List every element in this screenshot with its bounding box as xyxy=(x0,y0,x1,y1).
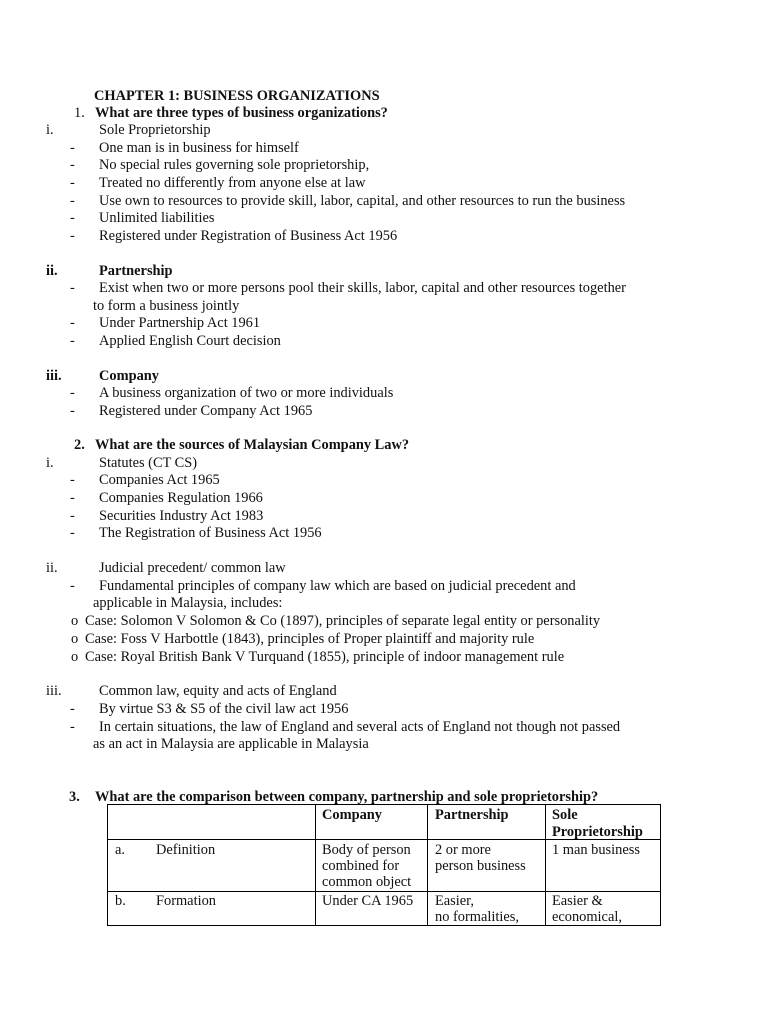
bullet-marker: o xyxy=(71,649,79,665)
list-item: Securities Industry Act 1983 xyxy=(99,508,264,524)
table-divider xyxy=(315,805,316,925)
table-cell: Easier, xyxy=(435,893,474,909)
table-cell: Easier & xyxy=(552,893,603,909)
row-label: Definition xyxy=(156,842,216,858)
dash-marker: - xyxy=(70,193,75,209)
case-item: Case: Royal British Bank V Turquand (1855), principle of indoor management rule xyxy=(85,649,565,665)
section-numeral: i. xyxy=(46,122,54,138)
table-cell: combined for xyxy=(322,858,400,874)
case-item: Case: Foss V Harbottle (1843), principles of Proper plaintiff and majority rule xyxy=(85,631,535,647)
dash-marker: - xyxy=(70,719,75,735)
list-item: Use own to resources to provide skill, labor, capital, and other resources to run the business xyxy=(99,193,626,209)
dash-marker: - xyxy=(70,385,75,401)
list-item: Unlimited liabilities xyxy=(99,210,215,226)
list-item: Companies Act 1965 xyxy=(99,472,220,488)
dash-marker: - xyxy=(70,315,75,331)
list-item: Fundamental principles of company law which are based on judicial precedent and xyxy=(99,578,576,594)
question-text: What are three types of business organizations? xyxy=(95,105,388,121)
section-heading: Judicial precedent/ common law xyxy=(99,560,286,576)
table-divider xyxy=(427,805,428,925)
dash-marker: - xyxy=(70,701,75,717)
list-item: Registered under Registration of Business Act 1956 xyxy=(99,228,398,244)
column-header-sole: Sole xyxy=(552,807,578,823)
dash-marker: - xyxy=(70,157,75,173)
column-header-partnership: Partnership xyxy=(435,807,509,823)
list-item: Exist when two or more persons pool their skills, labor, capital and other resources together xyxy=(99,280,626,296)
column-header-sole-line2: Proprietorship xyxy=(552,824,643,840)
list-item-continuation: to form a business jointly xyxy=(93,298,240,314)
table-cell: Body of person xyxy=(322,842,411,858)
dash-marker: - xyxy=(70,472,75,488)
list-item: The Registration of Business Act 1956 xyxy=(99,525,322,541)
list-item: By virtue S3 & S5 of the civil law act 1956 xyxy=(99,701,349,717)
list-item: In certain situations, the law of England and several acts of England not though not passed xyxy=(99,719,621,735)
table-cell: person business xyxy=(435,858,526,874)
dash-marker: - xyxy=(70,210,75,226)
question-number: 3. xyxy=(69,789,80,805)
section-heading: Statutes (CT CS) xyxy=(99,455,198,471)
case-item: Case: Solomon V Solomon & Co (1897), principles of separate legal entity or personality xyxy=(85,613,601,629)
bullet-marker: o xyxy=(71,631,79,647)
list-item-continuation: applicable in Malaysia, includes: xyxy=(93,595,283,611)
question-text: What are the sources of Malaysian Company Law? xyxy=(95,437,410,453)
list-item: No special rules governing sole proprietorship, xyxy=(99,157,370,173)
comparison-table xyxy=(107,804,661,926)
section-numeral: i. xyxy=(46,455,54,471)
column-header-company: Company xyxy=(322,807,382,823)
table-cell: common object xyxy=(322,874,412,890)
dash-marker: - xyxy=(70,228,75,244)
row-letter: a. xyxy=(115,842,125,858)
dash-marker: - xyxy=(70,140,75,156)
section-numeral: ii. xyxy=(46,560,58,576)
table-divider xyxy=(545,805,546,925)
section-numeral: iii. xyxy=(46,368,62,384)
dash-marker: - xyxy=(70,508,75,524)
list-item: Companies Regulation 1966 xyxy=(99,490,263,506)
question-number: 2. xyxy=(74,437,85,453)
dash-marker: - xyxy=(70,490,75,506)
list-item: A business organization of two or more individuals xyxy=(99,385,394,401)
dash-marker: - xyxy=(70,280,75,296)
list-item: Applied English Court decision xyxy=(99,333,281,349)
table-cell: 2 or more xyxy=(435,842,491,858)
dash-marker: - xyxy=(70,333,75,349)
table-cell: economical, xyxy=(552,909,622,925)
list-item: Treated no differently from anyone else at law xyxy=(99,175,366,191)
section-numeral: iii. xyxy=(46,683,62,699)
table-cell: Under CA 1965 xyxy=(322,893,414,909)
question-number: 1. xyxy=(74,105,85,121)
section-heading: Partnership xyxy=(99,263,173,279)
dash-marker: - xyxy=(70,578,75,594)
list-item: One man is in business for himself xyxy=(99,140,299,156)
section-heading: Sole Proprietorship xyxy=(99,122,211,138)
section-heading: Common law, equity and acts of England xyxy=(99,683,337,699)
bullet-marker: o xyxy=(71,613,79,629)
table-cell: no formalities, xyxy=(435,909,519,925)
list-item: Under Partnership Act 1961 xyxy=(99,315,261,331)
row-letter: b. xyxy=(115,893,126,909)
list-item: Registered under Company Act 1965 xyxy=(99,403,313,419)
list-item-continuation: as an act in Malaysia are applicable in Malaysia xyxy=(93,736,369,752)
row-label: Formation xyxy=(156,893,216,909)
chapter-title: CHAPTER 1: BUSINESS ORGANIZATIONS xyxy=(94,88,380,104)
dash-marker: - xyxy=(70,525,75,541)
dash-marker: - xyxy=(70,175,75,191)
dash-marker: - xyxy=(70,403,75,419)
table-cell: 1 man business xyxy=(552,842,640,858)
table-divider xyxy=(108,891,660,892)
question-text: What are the comparison between company, partnership and sole proprietorship? xyxy=(95,789,599,805)
section-numeral: ii. xyxy=(46,263,58,279)
section-heading: Company xyxy=(99,368,159,384)
